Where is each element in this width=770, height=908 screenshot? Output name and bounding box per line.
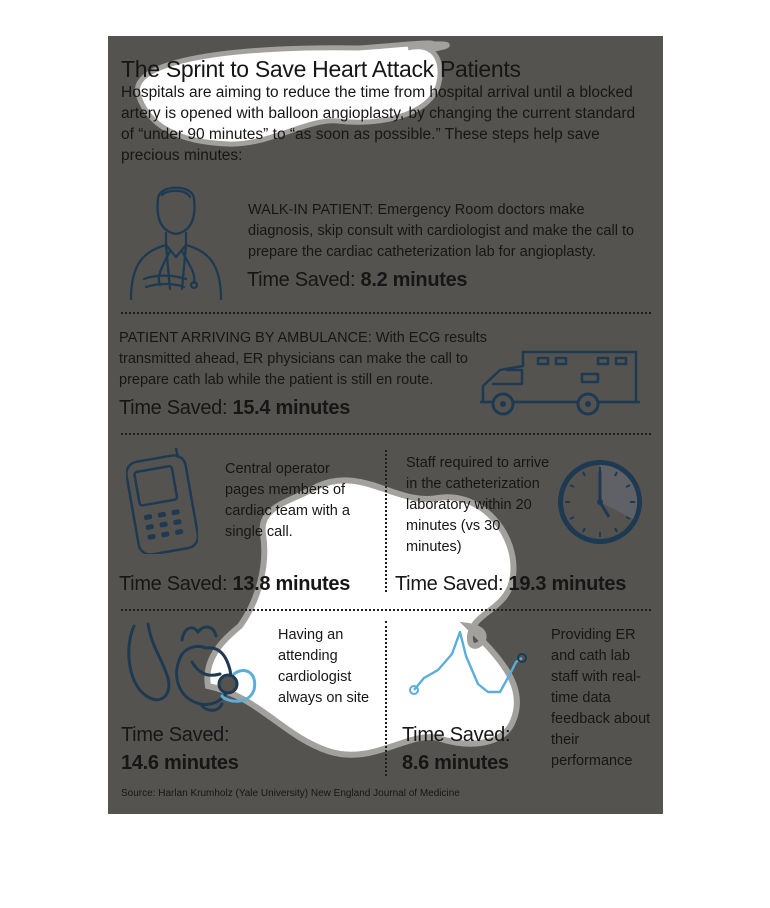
- infographic-panel: [108, 36, 663, 814]
- time-saved-value: 19.3 minutes: [508, 573, 627, 595]
- time-saved-label: Time Saved:: [395, 573, 504, 595]
- time-saved-value: 15.4 minutes: [232, 397, 351, 419]
- operator-text: Central operator pages members of cardiac team with a single call.: [225, 461, 350, 540]
- time-saved-label: Time Saved:: [121, 724, 230, 746]
- cardiologist-time-saved: [121, 721, 271, 777]
- time-saved-label: Time Saved:: [247, 269, 356, 291]
- pager-icon: [126, 444, 198, 554]
- divider: [121, 312, 651, 314]
- feedback-text: Providing ER and cath lab staff with real-time data feedback about their performance: [551, 627, 651, 769]
- time-saved-value: 13.8 minutes: [232, 573, 351, 595]
- intro-text: Hospitals are aiming to reduce the time from hospital arrival until a blocked artery is opened with balloon angioplasty, by changing the current standard of “under 90 minutes” to “as soon as possible.” These steps help save precious minutes:: [121, 84, 636, 164]
- time-saved-label: Time Saved:: [119, 397, 228, 419]
- time-saved-value: 8.2 minutes: [360, 269, 468, 291]
- time-saved-value: 14.6 minutes: [121, 752, 239, 774]
- staff-time-saved: [395, 573, 626, 596]
- divider: [121, 609, 651, 611]
- divider: [121, 433, 651, 435]
- line-chart-icon: [404, 624, 534, 704]
- divider: [385, 621, 387, 776]
- walk-in-text: WALK-IN PATIENT: Emergency Room doctors make diagnosis, skip consult with cardiologist and make the call to prepare the cardiac catheterization lab for angioplasty.: [248, 202, 635, 260]
- ambulance-text: PATIENT ARRIVING BY AMBULANCE: With ECG results transmitted ahead, ER physicians can make the call to prepare cath lab while the patient is still en route.: [119, 330, 487, 388]
- time-saved-label: Time Saved:: [402, 724, 511, 746]
- staff-text: Staff required to arrive in the catheterization laboratory within 20 minutes (vs 30 minutes): [406, 455, 550, 555]
- doctor-icon: [126, 179, 226, 304]
- cardiologist-text: Having an attending cardiologist always on site: [278, 627, 370, 706]
- source-note: Source: Harlan Krumholz (Yale University) New England Journal of Medicine: [121, 788, 460, 799]
- clock-icon: [555, 457, 645, 547]
- feedback-time-saved: [402, 721, 552, 777]
- page-title: The Sprint to Save Heart Attack Patients: [121, 56, 521, 82]
- ambulance-time-saved: [119, 397, 350, 420]
- time-saved-value: 8.6 minutes: [402, 752, 509, 774]
- divider: [385, 450, 387, 592]
- ambulance-icon: [478, 346, 643, 418]
- time-saved-label: Time Saved:: [119, 573, 228, 595]
- operator-time-saved: [119, 573, 350, 596]
- heart-stethoscope-icon: [122, 618, 262, 718]
- walk-in-time-saved: [247, 269, 467, 292]
